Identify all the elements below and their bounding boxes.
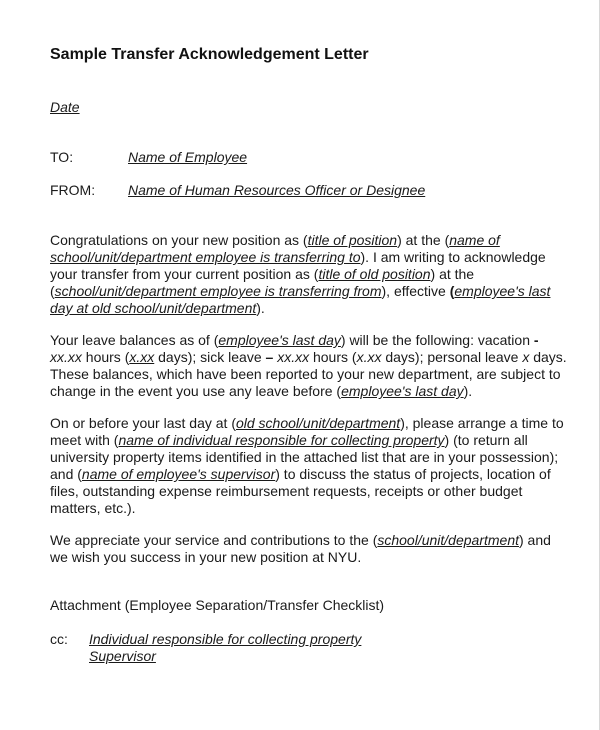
- text: x: [522, 349, 530, 365]
- text: days. These balances, which have been reported to your new department, are subject to change in the event you use any leave before (: [50, 349, 567, 399]
- placeholder: employee's last day: [218, 332, 341, 348]
- text: days); sick leave: [154, 349, 266, 365]
- attachment-line: Attachment (Employee Separation/Transfer Checklist): [50, 597, 385, 613]
- text: Your leave balances as of (: [50, 332, 219, 348]
- text: ), effective: [381, 283, 450, 299]
- paragraph-appreciation: [50, 532, 570, 566]
- cc-label: cc:: [50, 631, 68, 647]
- text: ) to discuss the status of projects, location of files, outstanding expense reimbursement requests, receipts or other budget matters, etc.).: [50, 466, 551, 516]
- text: ) will be the following: vacation: [340, 332, 534, 348]
- placeholder: school/unit/department: [377, 532, 519, 548]
- paragraph-return-property: [50, 415, 570, 517]
- cc-item: Supervisor: [89, 648, 156, 664]
- text: ), please arrange a time to meet with (: [50, 415, 564, 448]
- text: xx.xx: [50, 349, 82, 365]
- text: ) (to return all university property items identified in the attached list that are in your possession); and (: [50, 432, 559, 482]
- placeholder: name of employee's supervisor: [81, 466, 276, 482]
- cc-list: [89, 631, 361, 665]
- text: ). I am writing to acknowledge your transfer from your current position as (: [50, 249, 546, 282]
- text: xx.xx: [273, 349, 310, 365]
- text: ) at the (: [397, 232, 450, 248]
- paragraph-leave-balances: [50, 332, 570, 400]
- date-placeholder: Date: [50, 99, 80, 115]
- from-value: Name of Human Resources Officer or Designee: [128, 182, 426, 198]
- text: hours (: [81, 349, 130, 365]
- text: ).: [256, 300, 265, 316]
- placeholder: name of school/unit/department employee is transferring to: [50, 232, 500, 265]
- text: ) and we wish you success in your new position at NYU.: [50, 532, 551, 565]
- placeholder: school/unit/department employee is transferring from: [54, 283, 382, 299]
- to-value: Name of Employee: [128, 149, 248, 165]
- placeholder: old school/unit/department: [235, 415, 401, 431]
- placeholder: employee's last day: [341, 383, 464, 399]
- placeholder: title of old position: [318, 266, 431, 282]
- cc-item: Individual responsible for collecting property: [89, 631, 362, 647]
- placeholder: employee's last day at old school/unit/department: [50, 283, 551, 316]
- text: days); personal leave: [381, 349, 523, 365]
- from-label: FROM:: [50, 182, 96, 198]
- text: We appreciate your service and contributions to the (: [50, 532, 378, 548]
- text: -: [533, 332, 539, 348]
- text: x.xx: [356, 349, 382, 365]
- placeholder: name of individual responsible for collecting property: [118, 432, 445, 448]
- text: ) at the (: [50, 266, 475, 299]
- text: –: [265, 349, 274, 365]
- paragraph-congratulations: [50, 232, 570, 317]
- text: (: [449, 283, 455, 299]
- placeholder: x.xx: [129, 349, 155, 365]
- text: On or before your last day at (: [50, 415, 236, 431]
- text: hours (: [309, 349, 357, 365]
- to-label: TO:: [50, 149, 74, 165]
- text: ).: [463, 383, 473, 399]
- text: Congratulations on your new position as (: [50, 232, 308, 248]
- page-title: Sample Transfer Acknowledgement Letter: [50, 46, 369, 63]
- placeholder: title of position: [307, 232, 398, 248]
